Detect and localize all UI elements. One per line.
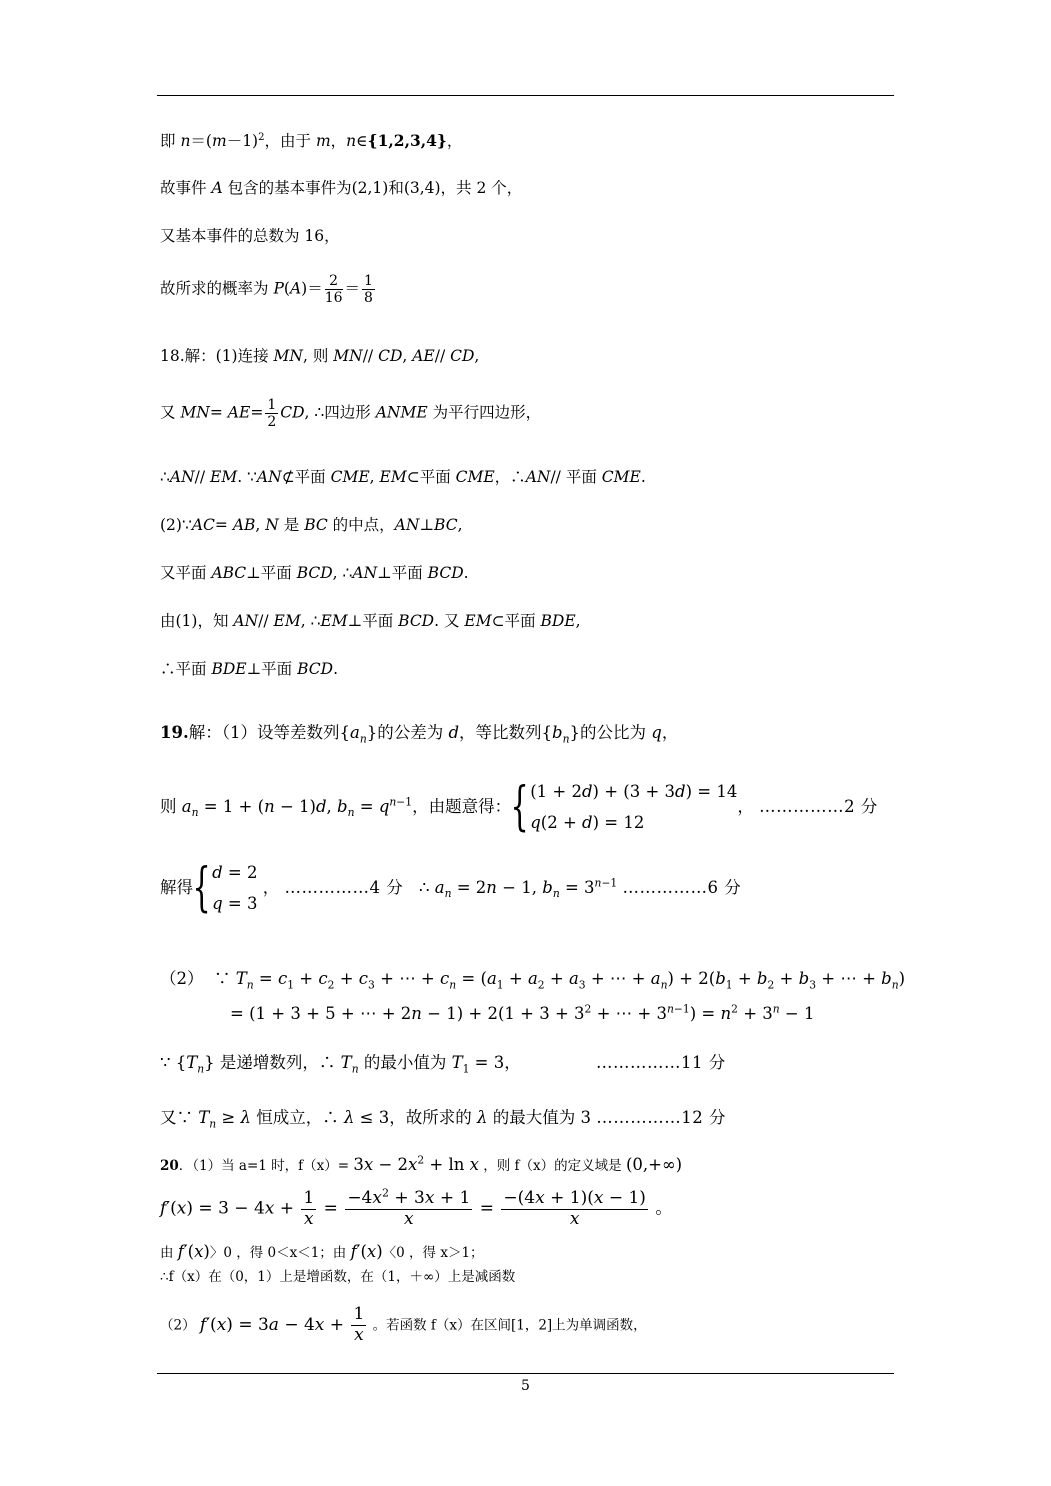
text-line: 故所求的概率为 P(A)＝ $\frac{2}{16}$ ＝ $\frac{1}{8}$ xyxy=(160,273,373,307)
text-line: 由(1)，知 AN// EM, ∴EM⊥平面 BCD. 又 EM⊂平面 BDE, xyxy=(160,612,581,630)
text-line: 19.解：（1）设等差数列$\{a_n\}$的公差为 d，等比数列$\{b_n\}$的公比为 q， xyxy=(160,723,679,746)
text-line: 解得{ d = 2 q = 3 ， ……………4 分 ∴ $a_n = 2n - 1$, $b_n = 3^{n-1}$ ……………6 分 xyxy=(160,858,742,919)
text-line: 又 MN= AE= $\frac{1}{2}$ CD, ∴四边形 ANME 为平行四边形， xyxy=(160,397,542,431)
text-line: 即 $n=(m-1)^2$，由于 m，n∈{1,2,3,4}， xyxy=(160,131,463,150)
text-line: 则 $a_n = 1 + (n - 1)d$, $b_n = q^{n-1}$，由题意得：{ (1 + 2d) + (3 + 3d) = 14 q(2 + d) = 12 ， ……………2 分 xyxy=(160,777,878,838)
text-line: ∵ $\{T_n\}$ 是递增数列，∴ $T_n$ 的最小值为 $T_1 = 3$， ……………11 分 xyxy=(160,1053,726,1076)
text-line: 又平面 ABC⊥平面 BCD, ∴AN⊥平面 BCD. xyxy=(160,564,469,582)
text-line: f′(x) = 3 − 4x + $\frac{1}{x}$ = $\frac{-4x^2 + 3x + 1}{x}$ = $\frac{-(4x + 1)(x - 1)}{x}$ 。 xyxy=(160,1186,673,1229)
text-line: 20．（1）当 a=1 时，$f(x)= 3x - 2x^2 + \ln x$ ，则 f（x）的定义域是 (0,+∞) xyxy=(160,1153,683,1174)
text-line: （2） ∵ $T_n = c_1 + c_2 + c_3$ + ⋯ + $c_n = (a_1 + a_2 + a_3$ + ⋯ + $a_n) + 2(b_1 + b_2 + b_3$ + ⋯ + $b_n$) xyxy=(160,969,906,992)
header-rule xyxy=(157,95,894,96)
page-number: 5 xyxy=(521,1378,530,1394)
footer-rule xyxy=(157,1373,894,1374)
text-line: （2） f′(x) = 3a − 4x + $\frac{1}{x}$ 。若函数 f（x）在区间[1，2]上为单调函数， xyxy=(160,1304,647,1345)
text-line: 18.解：(1)连接 MN, 则 MN// CD, AE// CD, xyxy=(160,347,480,365)
text-line: ∴f（x）在（0，1）上是增函数，在（1，＋∞）上是减函数 xyxy=(160,1269,516,1285)
text-line: 又∵ $T_n \ge \lambda$ 恒成立，∴ λ ≤ 3，故所求的 λ 的最大值为 3 ……………12 分 xyxy=(160,1108,726,1131)
text-line: (2)∵AC= AB, N 是 BC 的中点，AN⊥BC, xyxy=(160,516,463,534)
text-line: ∴平面 BDE⊥平面 BCD. xyxy=(160,660,338,678)
text-line: 故事件 A 包含的基本事件为(2,1)和(3,4)，共 2 个， xyxy=(160,179,523,197)
text-line: ∴AN// EM. ∵AN⊄平面 CME, EM⊂平面 CME，∴AN// 平面 CME. xyxy=(160,468,646,486)
text-line: = (1 + 3 + 5 + ⋯ + $2n - 1) + 2(1 + 3 + 3^2$ + ⋯ + $3^{n-1}) = n^2 + 3^n - 1$ xyxy=(230,1002,815,1023)
text-line: 由 f′(x)〉0 ，得 0＜x＜1；由 f′(x)〈0 ，得 x＞1； xyxy=(160,1242,484,1261)
text-line: 又基本事件的总数为 16， xyxy=(160,227,340,245)
